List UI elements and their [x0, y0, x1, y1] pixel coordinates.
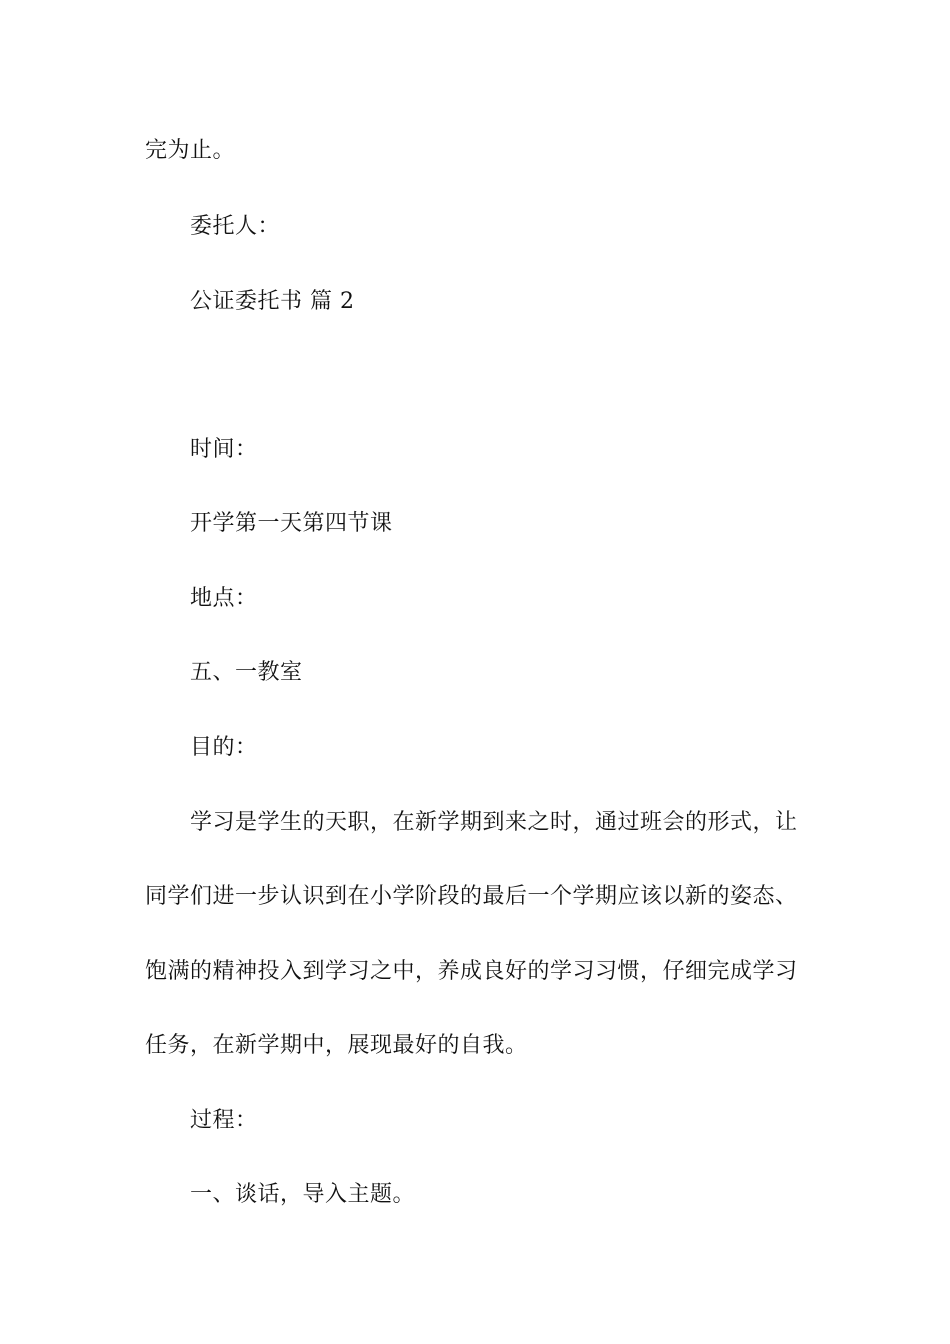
paragraph-line: 过程：: [190, 1108, 258, 1133]
paragraph-line: 开学第一天第四节课: [190, 511, 393, 536]
paragraph-line: 地点：: [190, 586, 258, 611]
paragraph-line: 饱满的精神投入到学习之中，养成良好的学习习惯，仔细完成学习: [145, 959, 798, 984]
paragraph-line: 一、谈话，导入主题。: [190, 1182, 416, 1207]
paragraph-line: 五、一教室: [190, 660, 303, 685]
paragraph-line: 任务，在新学期中，展现最好的自我。: [145, 1033, 528, 1058]
paragraph-line: 学习是学生的天职，在新学期到来之时，通过班会的形式，让: [190, 810, 798, 835]
paragraph-line: 同学们进一步认识到在小学阶段的最后一个学期应该以新的姿态、: [145, 884, 798, 909]
paragraph-line: 时间：: [190, 437, 258, 462]
section-heading: 公证委托书 篇 2: [190, 289, 355, 314]
paragraph-line: 委托人：: [190, 214, 281, 239]
paragraph-line: 目的：: [190, 735, 258, 760]
paragraph-line: 完为止。: [145, 138, 236, 163]
